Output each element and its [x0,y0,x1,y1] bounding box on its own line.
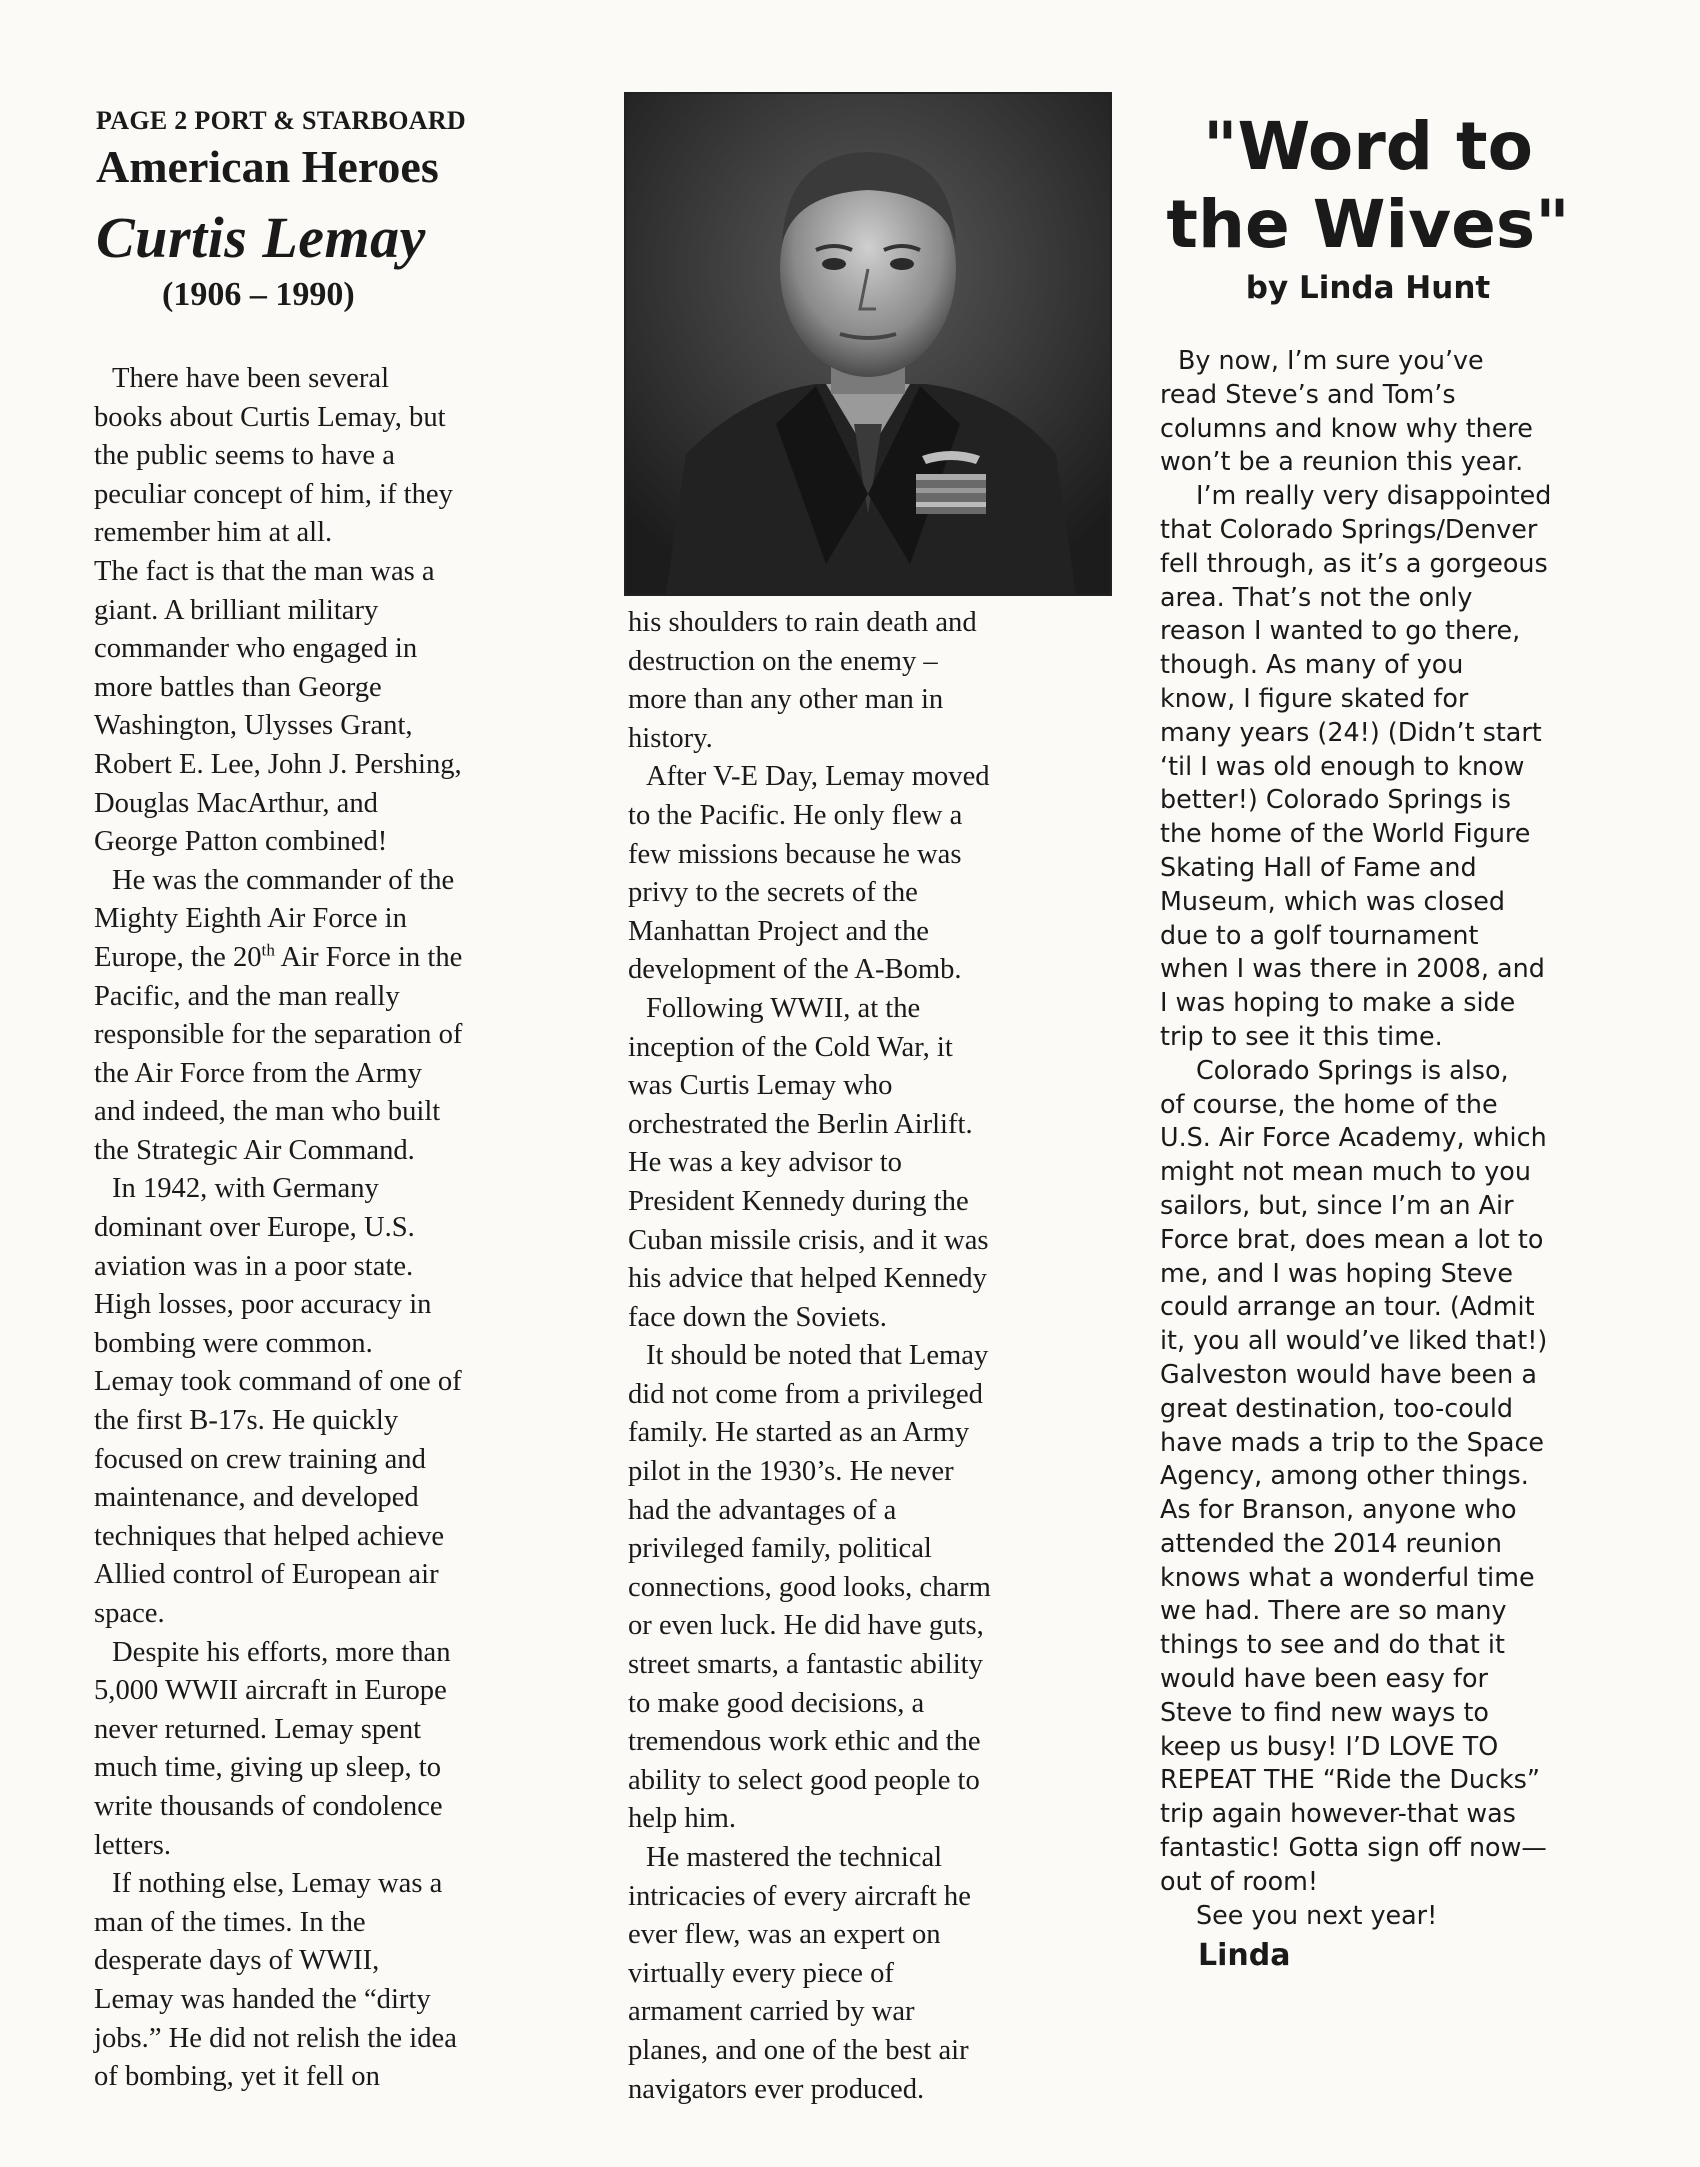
column-line: me, and I was hoping Steve [1160,1257,1513,1288]
column-title-line1: "Word to [1203,108,1533,185]
column-line: Colorado Springs is also, [1196,1054,1509,1085]
article-line: the Strategic Air Command. [94,1134,415,1166]
column-line: knows what a wonderful time [1160,1561,1535,1592]
article-line: inception of the Cold War, it [628,1031,953,1063]
article-line: never returned. Lemay spent [94,1713,422,1745]
section-title: American Heroes [96,141,439,192]
article-line: George Patton combined! [94,826,388,858]
page-label: PAGE 2 PORT & STARBOARD [96,106,467,135]
article-line: to make good decisions, a [628,1687,925,1719]
article-line: He mastered the technical [646,1842,943,1873]
article2-body [1160,344,1620,1932]
column-line: U.S. Air Force Academy, which [1160,1122,1547,1153]
article-line: Pacific, and the man really [94,980,400,1012]
article-line: Following WWII, at the [646,992,921,1024]
article-line: planes, and one of the best air [628,2034,969,2066]
article-line: ability to select good people to [628,1764,980,1796]
article-line: jobs.” He did not relish the idea [94,2022,457,2054]
article-line: orchestrated the Berlin Airlift. [628,1108,973,1140]
article-line: the Air Force from the Army [94,1057,422,1089]
article-line: dominant over Europe, U.S. [94,1212,415,1244]
column-line: reason I wanted to go there, [1160,615,1521,646]
column-line: though. As many of you [1160,649,1464,680]
column-line: would have been easy for [1160,1663,1488,1694]
article-line: Europe, the 20th Air Force in the [94,940,463,973]
article-line: street smarts, a fantastic ability [628,1649,983,1681]
article-line: tremendous work ethic and the [628,1726,981,1758]
column-title-line2: the Wives" [1166,186,1570,263]
article-line: After V-E Day, Lemay moved [646,761,990,793]
column-line: Skating Hall of Fame and [1160,851,1477,882]
article-line: 5,000 WWII aircraft in Europe [94,1675,447,1707]
person-years: (1906 – 1990) [162,276,355,313]
article-line: Douglas MacArthur, and [94,787,378,819]
column-line: area. That’s not the only [1160,581,1473,612]
article-line: focused on crew training and [94,1443,426,1475]
article-line: armament carried by war [628,1996,915,2028]
article-line: Lemay took command of one of [94,1366,462,1398]
article-line: aviation was in a poor state. [94,1250,414,1282]
article-line: connections, good looks, charm [628,1571,991,1603]
column-line: due to a golf tournament [1160,919,1479,950]
article-line: Despite his efforts, more than [112,1636,451,1668]
article-line: It should be noted that Lemay [646,1340,989,1372]
column-line: I’m really very disappointed [1196,480,1552,511]
article-line: write thousands of condolence [94,1790,443,1822]
column-line: Museum, which was closed [1160,885,1505,916]
column-line: Force brat, does mean a lot to [1160,1223,1544,1254]
column-line: might not mean much to you [1160,1156,1531,1187]
column-line: have mads a trip to the Space [1160,1426,1545,1457]
column-line: REPEAT THE “Ride the Ducks” [1160,1764,1541,1795]
article-line: his shoulders to rain death and [628,607,977,638]
article-line: virtually every piece of [628,1957,894,1989]
person-name: Curtis Lemay [96,205,426,270]
article-line: ever flew, was an expert on [628,1919,941,1951]
portrait-icon [626,94,1110,594]
article-line: intricacies of every aircraft he [628,1880,971,1912]
article-line: President Kennedy during the [628,1185,969,1217]
column-line: columns and know why there [1160,412,1533,443]
article-line: development of the A-Bomb. [628,954,962,986]
column-line: I was hoping to make a side [1160,987,1516,1018]
column-line: Agency, among other things. [1160,1460,1529,1491]
signature: Linda [1198,1938,1291,1973]
article-line: Lemay was handed the “dirty [94,1983,431,2015]
column-line: ‘til I was old enough to know [1160,750,1525,781]
column-line: fell through, as it’s a gorgeous [1160,547,1548,578]
article-line: desperate days of WWII, [94,1945,380,1977]
article-line: bombing were common. [94,1327,373,1359]
column-line: sailors, but, since I’m an Air [1160,1189,1514,1220]
column-line: the home of the World Figure [1160,818,1531,849]
portrait-photo [624,92,1112,596]
article-line: destruction on the enemy – [628,645,938,677]
column-line: keep us busy! I’D LOVE TO [1160,1730,1499,1761]
article-line: letters. [94,1829,172,1861]
article-line: commander who engaged in [94,633,418,665]
article-line: the first B-17s. He quickly [94,1405,399,1437]
article-line: few missions because he was [628,838,962,870]
column-line: things to see and do that it [1160,1629,1505,1660]
column-line: read Steve’s and Tom’s [1160,378,1456,409]
column-line: As for Branson, anyone who [1160,1494,1517,1525]
column-line: we had. There are so many [1160,1595,1507,1626]
article-line: books about Curtis Lemay, but [94,401,446,433]
article-line: maintenance, and developed [94,1482,419,1514]
article-line: the public seems to have a [94,440,395,472]
article-line: responsible for the separation of [94,1019,463,1051]
article-line: to the Pacific. He only flew a [628,799,963,831]
column-line: better!) Colorado Springs is [1160,784,1511,815]
article-line: Cuban missile crisis, and it was [628,1224,989,1256]
article-line: face down the Soviets. [628,1301,887,1333]
article-line: In 1942, with Germany [112,1173,379,1205]
column-line: out of room! [1160,1865,1319,1896]
article-line: space. [94,1598,165,1629]
article-line: Robert E. Lee, John J. Pershing, [94,748,462,780]
column-line: trip to see it this time. [1160,1020,1443,1051]
article-line: There have been several [112,363,390,394]
article-line: High losses, poor accuracy in [94,1289,432,1321]
article-line: Allied control of European air [94,1559,439,1591]
column-line: great destination, too-could [1160,1392,1514,1423]
article-line: techniques that helped achieve [94,1520,445,1552]
article-line: history. [628,722,713,754]
byline: by Linda Hunt [1245,270,1491,306]
article-line: The fact is that the man was a [94,555,435,587]
column-line: attended the 2014 reunion [1160,1527,1502,1558]
article-line: was Curtis Lemay who [628,1070,893,1102]
article-line: privy to the secrets of the [628,877,918,909]
article-line: and indeed, the man who built [94,1096,441,1128]
column-title [1158,108,1578,264]
article-line: or even luck. He did have guts, [628,1610,984,1642]
article1-column1 [94,360,554,2097]
article-line: his advice that helped Kennedy [628,1263,987,1295]
article-line: did not come from a privileged [628,1378,983,1410]
article-line: Mighty Eighth Air Force in [94,903,407,935]
article-line: more battles than George [94,671,382,703]
article-line: peculiar concept of him, if they [94,478,453,510]
article-line: pilot in the 1930’s. He never [628,1456,954,1488]
column-line: Galveston would have been a [1160,1358,1537,1389]
column-line: of course, the home of the [1160,1088,1498,1119]
column-line: know, I figure skated for [1160,682,1469,713]
column-line: could arrange an tour. (Admit [1160,1291,1535,1322]
article-line: He was the commander of the [112,864,455,896]
article-line: navigators ever produced. [628,2073,925,2105]
column-line: many years (24!) (Didn’t start [1160,716,1542,747]
article-line: help him. [628,1803,737,1835]
article-line: If nothing else, Lemay was a [112,1868,443,1900]
column-line: when I was there in 2008, and [1160,953,1545,984]
column-line: See you next year! [1196,1899,1438,1930]
column-line: that Colorado Springs/Denver [1160,513,1538,544]
article-line: He was a key advisor to [628,1147,902,1179]
article-line: of bombing, yet it fell on [94,2061,380,2093]
article-line: family. He started as an Army [628,1417,970,1449]
column-line: fantastic! Gotta sign off now— [1160,1832,1547,1863]
article-line: privileged family, political [628,1533,932,1565]
column-line: By now, I’m sure you’ve [1178,345,1484,375]
article-line: more than any other man in [628,684,944,716]
column-line: trip again however-that was [1160,1798,1516,1829]
article-line: remember him at all. [94,517,333,549]
article-line: Manhattan Project and the [628,915,929,947]
column-line: it, you all would’ve liked that!) [1160,1325,1548,1356]
article-line: had the advantages of a [628,1494,897,1526]
article-line: much time, giving up sleep, to [94,1752,442,1784]
column-line: Steve to find new ways to [1160,1696,1489,1727]
article-line: giant. A brilliant military [94,594,379,626]
article-line: Washington, Ulysses Grant, [94,710,413,742]
column-line: won’t be a reunion this year. [1160,446,1524,477]
article1-column2 [628,604,1098,2109]
article-line: man of the times. In the [94,1906,366,1938]
